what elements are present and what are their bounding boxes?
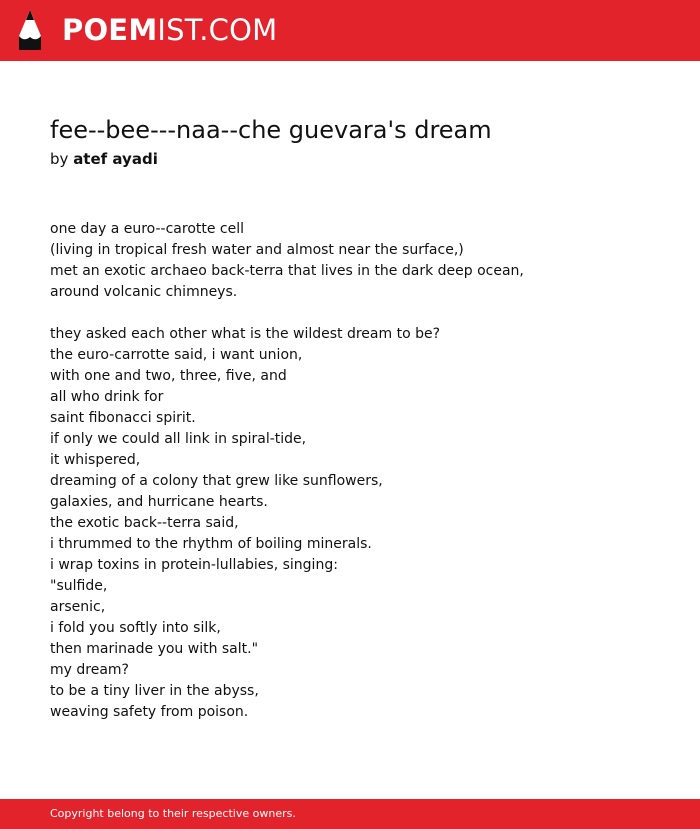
poem-line: saint fibonacci spirit. <box>50 410 196 426</box>
poem-line: my dream? <box>50 662 129 678</box>
poem-body <box>50 219 670 723</box>
poem-line: it whispered, <box>50 452 141 468</box>
poem-line: the exotic back--terra said, <box>50 515 239 531</box>
author-name: atef ayadi <box>73 150 158 168</box>
site-logo[interactable] <box>62 13 277 47</box>
poem-line: i wrap toxins in protein-lullabies, singing: <box>50 557 338 573</box>
poem-line: one day a euro--carotte cell <box>50 221 245 237</box>
site-footer <box>0 799 700 829</box>
poem-line: they asked each other what is the wildest dream to be? <box>50 326 441 342</box>
poem-line: the euro-carrotte said, i want union, <box>50 347 303 363</box>
stanza-break <box>50 303 670 324</box>
poem-title: fee--bee---naa--che guevara's dream <box>50 116 492 144</box>
logo-text-light: IST.COM <box>157 13 278 47</box>
byline <box>50 148 158 170</box>
poem-line: arsenic, <box>50 599 106 615</box>
poem-line: i fold you softly into silk, <box>50 620 221 636</box>
by-label: by <box>50 150 69 168</box>
poem-line: all who drink for <box>50 389 164 405</box>
pencil-tip-icon[interactable] <box>18 9 42 51</box>
poem-line: with one and two, three, five, and <box>50 368 287 384</box>
poem-line: (living in tropical fresh water and almost near the surface,) <box>50 242 464 258</box>
poem-line: weaving safety from poison. <box>50 704 249 720</box>
poem-line: "sulfide, <box>50 578 108 594</box>
poem-line: i thrummed to the rhythm of boiling minerals. <box>50 536 372 552</box>
poem-line: around volcanic chimneys. <box>50 284 238 300</box>
poem-line: met an exotic archaeo back-terra that lives in the dark deep ocean, <box>50 263 524 279</box>
poem-line: to be a tiny liver in the abyss, <box>50 683 259 699</box>
poem-line: if only we could all link in spiral-tide, <box>50 431 307 447</box>
poem-line: then marinade you with salt." <box>50 641 259 657</box>
copyright-text: Copyright belong to their respective owners. <box>50 807 296 820</box>
logo-text-bold: POEM <box>62 13 158 47</box>
poem-line: galaxies, and hurricane hearts. <box>50 494 268 510</box>
poem-line: dreaming of a colony that grew like sunflowers, <box>50 473 383 489</box>
site-header <box>0 0 700 61</box>
